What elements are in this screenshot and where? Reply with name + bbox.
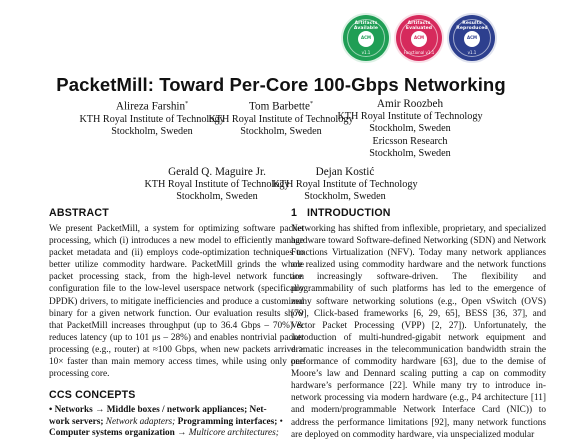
section-number: 1 [291,207,298,219]
badge-version-text: v1.1 [467,50,477,55]
equal-contribution-mark: * [185,101,189,107]
author-name: Alireza Farshin [115,100,186,113]
abstract-text: We present PacketMill, a system for optimizing software packet processing, which (i) introduces a new model to efficiently manage packet metadata and (ii) employs code-optimization techniques to better utilize commodity hardware. PacketMill grinds the whole packet processing stack, from the high-level network function configuration file to the low-level userspace network (specifically DPDK) drivers, to mitigate inefficiencies and produce a customized binary for a given network function. Our evaluation results show that PacketMill increases throughput (up to 36.4 Gbps – 70%) & reduces latency (up to 101 μs – 28%) and enables nontrivial packet processing (e.g., router) at ≈100 Gbps, when new packets arrive > 10× faster than main memory access times, while using only one processing core. [49,224,304,380]
results-reproduced-badge-icon [447,13,497,63]
author-block [245,165,445,204]
badge-top-text: Results Reproduced [456,21,488,31]
introduction-text: Networking has shifted from inflexible, proprietary, and specialized hardware toward Software-defined Networking (SDN) and Network Functions Virtualization (NFV). Today many network appliances are realized using commodity hardware and the network functions are increasingly software-driven. The flexibility and programmability of such platforms has led to the emergence of many software networking solutions (e.g., Open vSwitch (OVS) [79], Click-based frameworks [6, 29, 65], BESS [36, 37], and Vector Packet Processing (VPP) [2, 27]). Unfortunately, the introduction of multi-hundred-gigabit network equipment and dramatic increases in the telecommunication bandwidth strain the performance of commodity hardware [63], due to the demise of Moore’s law and Dennard scaling putting a cap on commodity hardware’s performance [22]. While many try to introduce in-network processing via modern hardware (e.g., P4 architecture [11] and modern/programmable Network Interface Card (NIC)) to address the performance limitations [92], many network functions are deployed on commodity hardware, via unspecialized modular [291,224,546,440]
author-location: Stockholm, Sweden [240,126,322,138]
equal-contribution-mark: * [310,101,314,107]
badge-top-text: Artifacts Available [353,21,379,31]
artifacts-evaluated-badge-icon [394,13,444,63]
author-affiliation: KTH Royal Institute of Technology [79,113,225,125]
introduction-heading: 1 INTRODUCTION [291,207,391,219]
author-name: Gerald Q. Maguire Jr. [168,166,266,178]
author-affiliation: KTH Royal Institute of Technology [144,179,290,190]
artifacts-available-badge-icon [341,13,391,63]
ccs-text: • Networks → Middle boxes / network appliances; Net- work servers; Network adapters; Programming interfaces; • Computer systems organization → Multicore architectures; [49,405,283,439]
author-location: Stockholm, Sweden [304,191,386,203]
author-location: Stockholm, Sweden [369,148,451,160]
left-column [49,207,304,440]
abstract-heading: ABSTRACT [49,207,109,219]
author-affiliation: KTH Royal Institute of Technology [272,179,418,190]
author-affiliation: Ericsson Research [372,135,448,147]
badge-version-text: Functional v1.1 [403,50,435,55]
badge-version-text: v1.1 [361,50,371,55]
author-affiliation: KTH Royal Institute of Technology [337,111,483,122]
author-name: Dejan Kostić [315,166,375,178]
badge-top-text: Artifacts Evaluated [405,21,433,31]
acm-logo-icon: ACM [411,31,427,47]
author-name: Tom Barbette [248,100,311,113]
acm-logo-icon: ACM [358,31,374,47]
author-location: Stockholm, Sweden [111,126,193,138]
author-name: Amir Roozbeh [376,98,444,110]
author-block [310,97,510,161]
right-column [291,207,546,441]
author-affiliation: KTH Royal Institute of Technology [208,113,354,125]
ccs-concepts-section [49,389,304,440]
acm-logo-icon: ACM [464,31,480,47]
author-location: Stockholm, Sweden [176,191,258,203]
author-location: Stockholm, Sweden [369,123,451,135]
paper-title: PacketMill: Toward Per-Core 100-Gbps Networking [56,74,506,95]
ccs-heading: CCS CONCEPTS [49,389,136,402]
